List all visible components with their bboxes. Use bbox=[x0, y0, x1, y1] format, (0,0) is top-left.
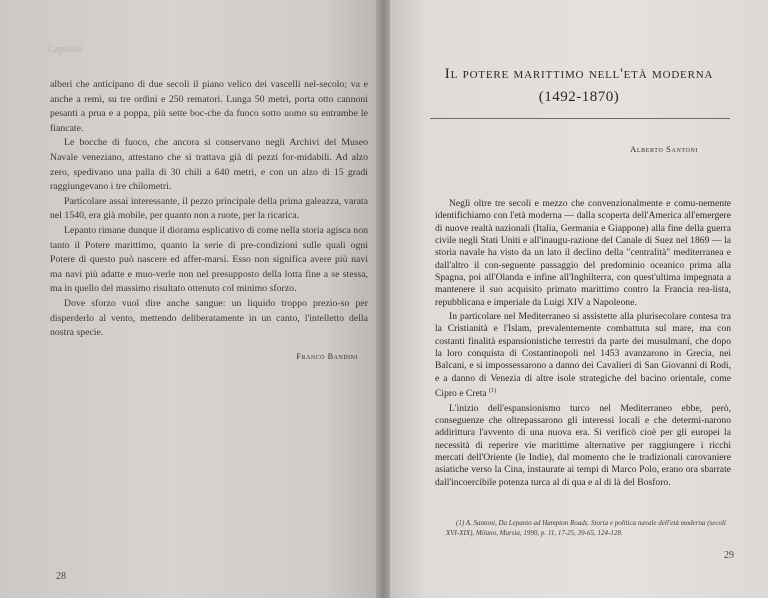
paragraph-text: In particolare nel Mediterraneo si assistette alla plurisecolare contesa tra la Cristianità e l'Islam, prevalentemente combattuta sul mare, ma con costanti finalità espansionistiche terrestri da parte dei musulmani, che dopo la loro conquista di Costantinopoli nel 1453 avanzarono in Grecia, nei Balcani, e si impossessarono a danno dei Cavalieri di San Giovanni di Rodi, e a danno di Venezia di altre isole strategiche del bacino orientale, come Cipro e Creta bbox=[435, 311, 731, 400]
paragraph bbox=[435, 311, 731, 401]
paragraph: Particolare assai interessante, il pezzo principale della prima galeazza, varata nel 1540, era già mobile, per quanto non a ruote, per la ricarica. bbox=[50, 195, 368, 222]
chapter-title bbox=[390, 63, 768, 109]
paragraph: Negli oltre tre secoli e mezzo che convenzionalmente e comu-nemente identifichiamo con l'età moderna — dalla scoperta dell'America all'emergere di nuove realtà nazionali (Italia, Germania e Giappone) alla fine della guerra civile negli Stati Uniti e all'inaugu-razione del Canale di Suez nel 1869 — la storia navale ha visto da un lato il declino della "centralità" mediterranea e dall'altro il con-seguente passaggio del predominio oceanico prima alla Spagna, poi all'Olanda e infine all'Inghilterra, con quest'ultima impegnata a mantenere il suo acquisito primato marittimo contro la Francia rea-lista, repubblicana e imperiale da Luigi XIV a Napoleone. bbox=[435, 198, 731, 308]
right-page bbox=[390, 0, 768, 598]
paragraph: alberi che anticipano di due secoli il piano velico dei vascelli nel-secolo; va e anche a remi, su tre ordini e 250 rematori. Lunga 50 metri, porta otto cannoni pesanti a prua e a poppa, più sette boc-che da fuoco sotto uomo su entrambe le fiancate. bbox=[50, 79, 368, 134]
running-head: Capitolo bbox=[48, 44, 83, 55]
left-page bbox=[0, 0, 380, 598]
paragraph: Dove sforzo vuol dire anche sangue: un liquido troppo prezio-so per disperderlo al vento, mettendo deliberatamente in un canto, l'intelletto della nostra specie. bbox=[50, 297, 368, 339]
author-signature: Franco Bandini bbox=[296, 352, 358, 361]
paragraph: Le bocche di fuoco, che ancora si conservano negli Archivi del Museo Navale veneziano, attestano che si trattava già di pezzi for-midabili. Ad alzo zero, spedivano una palla di 30 chili a 640 metri, e con un alzo di 15 gradi raggiungevano i tre chilometri. bbox=[50, 137, 368, 193]
title-rule bbox=[430, 118, 730, 119]
paragraph: Lepanto rimane dunque il diorama esplicativo di come nella storia agisca non tanto il Potere marittimo, quanto la serie di pre-condizioni sulle quali ogni Potere di questo può nascere ed affer-marsi. Esso non significa avere più navi ma navi più adatte e muo-verle non nel presupposto della lotta fine a se stessa, ma in quello del massimo risultato ottenuto col minimo sforzo. bbox=[50, 224, 368, 295]
footnote-ref: (1) bbox=[489, 388, 497, 395]
footnote: (1) A. Santoni, Da Lepanto ad Hampton Roads. Storia e politica navale dell'età moderna (secoli XVI-XIX), Milano, Mursia, 1990, p. 11, 17-25, 39-65, 124-128. bbox=[446, 519, 726, 537]
page-number: 28 bbox=[56, 571, 66, 582]
paragraph: L'inizio dell'espansionismo turco nel Mediterraneo ebbe, però, conseguenze che oltrepassarono gli interessi locali e che determi-narono addirittura l'avvento di una nuova era. Si verificò cioè per gli europei la necessità di reperire vie marittime alternative per raggiungere i ricchi mercati dell'Oriente (le Indie), dal momento che le tradizionali carovaniere asiatiche verso la Cina, instaurate ai tempi di Marco Polo, erano ora sbarrate dall'incoercibile potenza turca al di qua e al di là del Bosforo. bbox=[435, 402, 731, 488]
chapter-author: Alberto Santoni bbox=[630, 144, 698, 154]
right-page-body bbox=[435, 198, 731, 489]
chapter-title-text: Il potere marittimo nell'età moderna bbox=[444, 66, 714, 82]
page-number: 29 bbox=[724, 550, 734, 561]
left-page-body bbox=[50, 78, 368, 341]
chapter-dates: (1492-1870) bbox=[538, 89, 620, 105]
